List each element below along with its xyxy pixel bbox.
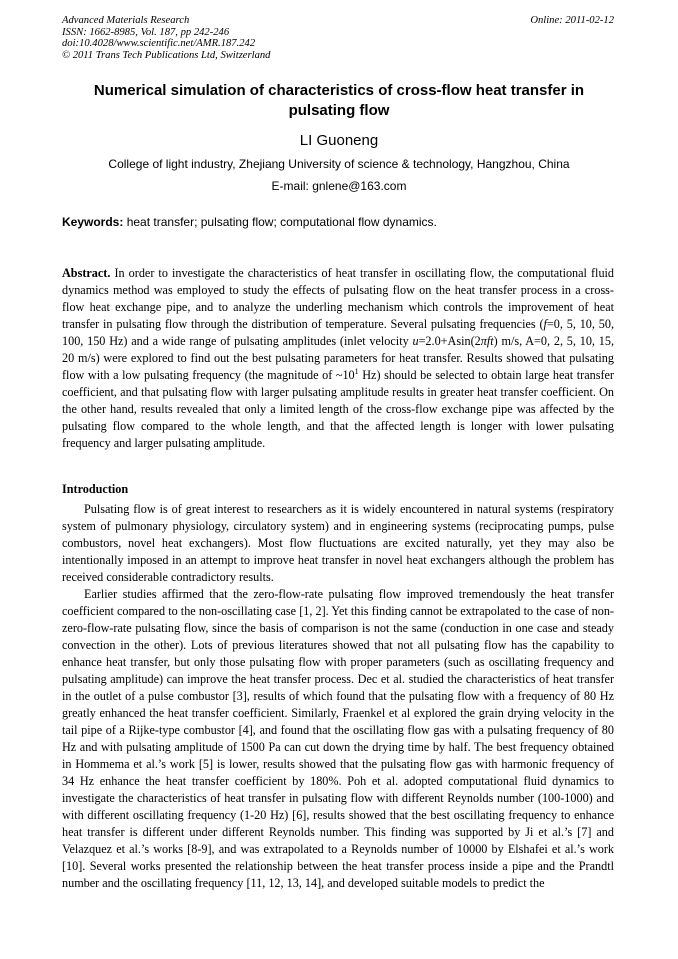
velocity-symbol: u [412, 334, 419, 348]
author-email: E-mail: gnlene@163.com [271, 179, 407, 193]
phase-symbol: πft [480, 334, 494, 348]
copyright-line: © 2011 Trans Tech Publications Ltd, Switzerland [62, 49, 271, 61]
abstract-text-1: In order to investigate the characteristics of heat transfer in oscillating flow, the computational fluid dynamics method was employed to study the effects of pulsating flow on the heat transfer process in a cross-flow heat exchange pipe, and to analyze the underling mechanism which controls the improvement of heat transfer in pulsating flow through the distribution of temperature. Several pulsating frequencies ( [62, 266, 615, 331]
introduction-body [62, 501, 614, 892]
author-affiliation: College of light industry, Zhejiang University of science & technology, Hangzhou, China [108, 157, 570, 171]
magnitude-exponent: 1 [354, 366, 359, 376]
doi-line: doi:10.4028/www.scientific.net/AMR.187.242 [62, 38, 256, 50]
journal-name: Advanced Materials Research [62, 15, 190, 26]
abstract-text-3: =2.0+Asin(2 [418, 334, 481, 348]
keywords-line [62, 214, 616, 230]
author-name: LI Guoneng [299, 132, 379, 149]
abstract-label: Abstract. [62, 266, 111, 280]
abstract-text-4: ) m/s, A=0, 2, 5, 10, 15, 20 m/s) were explored to find out the best pulsating parameters for heat transfer. Results showed that pulsating flow with a low pulsating frequency (the magnitude of ~10 [62, 334, 614, 382]
introduction-paragraph-2: Earlier studies affirmed that the zero-flow-rate pulsating flow improved tremendously the heat transfer coefficient compared to the non-oscillating case [1, 2]. Yet this finding cannot be extrapolated to the case of non-zero-flow-rate pulsating flow, since the basis of comparison is not the same (conduction in one case and steady convection in the other). Lots of previous literatures showed that not all pulsating flow has the capability to enhance heat transfer, but only those pulsating flow with proper parameters (such as oscillating frequency and pulsating amplitude) can improve the heat transfer process. Dec et al. studied the characteristics of heat transfer in the outlet of a pulse combustor [3], results of which found that the pulsating flow with a frequency of 80 Hz greatly enhanced the heat transfer coefficient. Similarly, Fraenkel et al explored the grain drying velocity in the tail pipe of a Rijke-type combustor [4], and found that the oscillating flow gas with a pulsating frequency of 80 Hz and with pulsating amplitude of 1500 Pa can cut down the drying time by half. The best frequency obtained in Hommema et al.’s work [5] is lower, results showed that the pulsating flow gas with harmonic frequency of 34 Hz enhance the heat transfer coefficient by 180%. Poh et al. adopted computational fluid dynamics to investigate the characteristics of heat transfer in pulsating flow with different Reynolds number (100-1000) and with different oscillating frequency (1-20 Hz) [6], results showed that the best oscillating frequency to enhance heat transfer is different under different Reynolds number. This finding was supported by Ji et al.’s [7] and Velazquez et al.’s works [8-9], and was extrapolated to a Reynolds number of 10000 by Elshafei et al.’s work [10]. Several works presented the relationship between the heat transfer process inside a pipe and the Prandtl number and the oscillating frequency [11, 12, 13, 14], and developed suitable models to predict the [62, 587, 614, 890]
keywords-text: heat transfer; pulsating flow; computational flow dynamics. [126, 215, 437, 229]
issn-line: ISSN: 1662-8985, Vol. 187, pp 242-246 [62, 26, 230, 38]
paper-title: Numerical simulation of characteristics of cross-flow heat transfer in pulsating flow [93, 82, 585, 119]
online-date: Online: 2011-02-12 [530, 15, 614, 26]
journal-masthead [62, 15, 270, 61]
abstract-text-5: Hz) should be selected to obtain large heat transfer coefficient, and that pulsating flow with larger pulsating amplitude results in greater heat transfer coefficient. On the other hand, results revealed that only a limited length of the cross-flow exchange pipe was affected by the pulsating flow compared to the whole length, and that the affected length is longer with lower pulsating frequency and larger pulsating amplitude. [62, 368, 614, 450]
abstract-paragraph [62, 265, 614, 452]
keywords-label: Keywords: [62, 215, 124, 229]
frequency-symbol: f [543, 317, 547, 331]
introduction-paragraph-1: Pulsating flow is of great interest to researchers as it is widely encountered in natural systems (respiratory system of pulmonary physiology, circulatory system) and in engineering systems (reciprocating pumps, pulse combustors, novel heat exchangers). Most flow fluctuations are excited naturally, yet they may also be intentionally imposed in an attempt to improve heat transfer in novel heat exchangers although the problem has received considerable contradictory results. [62, 502, 614, 584]
abstract-text-2: =0, 5, 10, 50, 100, 150 Hz) and a wide range of pulsating amplitudes (inlet velocity [62, 317, 614, 348]
introduction-heading: Introduction [62, 482, 129, 496]
